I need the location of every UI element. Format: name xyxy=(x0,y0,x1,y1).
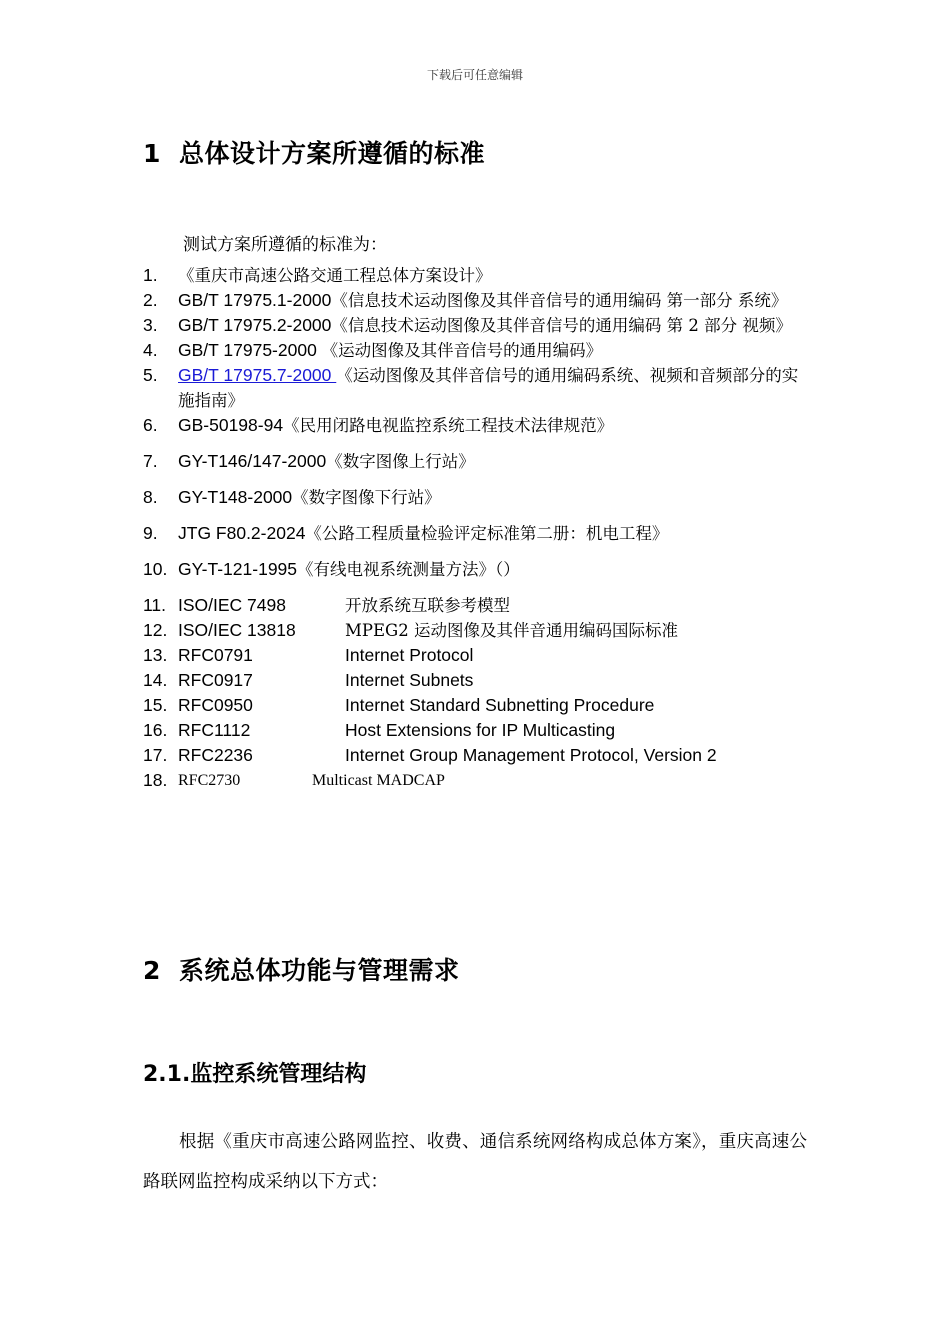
standard-link[interactable]: GB/T 17975.7-2000 xyxy=(178,365,337,385)
list-item: 14. RFC0917 Internet Subnets xyxy=(143,670,474,690)
list-item: 10. GY-T-121-1995《有线电视系统测量方法》（） xyxy=(143,559,520,579)
list-item: 6. GB-50198-94《民用闭路电视监控系统工程技术法律规范》 xyxy=(143,415,614,435)
list-item: 1. 《重庆市高速公路交通工程总体方案设计》 xyxy=(143,265,492,285)
list-item: 12. ISO/IEC 13818 MPEG2 运动图像及其伴音通用编码国际标准 xyxy=(143,620,678,640)
list-item: 5. GB/T 17975.7-2000 《运动图像及其伴音信号的通用编码系统、视频和音频部分的实施指南》 xyxy=(143,365,799,410)
list-item: 8. GY-T148-2000《数字图像下行站》 xyxy=(143,487,441,507)
list-item: 7. GY-T146/147-2000《数字图像上行站》 xyxy=(143,451,475,471)
subsection-number: 2.1. xyxy=(143,1062,191,1087)
section-2-heading xyxy=(143,951,460,987)
section-number: 1 xyxy=(143,139,161,168)
list-item: 11. ISO/IEC 7498 开放系统互联参考模型 xyxy=(143,595,510,615)
page-header-note: 下载后可任意编辑 xyxy=(426,68,523,82)
subsection-title: 监控系统管理结构 xyxy=(190,1062,367,1087)
list-item: 16. RFC1112 Host Extensions for IP Multicasting xyxy=(143,720,616,740)
list-item: 15. RFC0950 Internet Standard Subnetting Procedure xyxy=(143,695,655,715)
intro-text: 测试方案所遵循的标准为： xyxy=(183,235,387,255)
reference-list xyxy=(143,263,803,793)
list-item: 4. GB/T 17975-2000 《运动图像及其伴音信号的通用编码》 xyxy=(143,340,603,360)
list-item: 2. GB/T 17975.1-2000《信息技术运动图像及其伴音信号的通用编码 第一部分 系统》 xyxy=(143,290,788,310)
list-item: 17. RFC2236 Internet Group Management Protocol, Version 2 xyxy=(143,745,717,765)
body-paragraph: 根据《重庆市高速公路网监控、收费、通信系统网络构成总体方案》，重庆高速公路联网监控构成采纳以下方式： xyxy=(143,1132,807,1192)
section-title: 系统总体功能与管理需求 xyxy=(179,956,460,985)
list-item: 3. GB/T 17975.2-2000《信息技术运动图像及其伴音信号的通用编码 第 2 部分 视频》 xyxy=(143,315,792,335)
subsection-2-1-heading xyxy=(143,1057,366,1088)
list-item: 9. JTG F80.2-2024《公路工程质量检验评定标准第二册：机电工程》 xyxy=(143,523,669,543)
list-item: 13. RFC0791 Internet Protocol xyxy=(143,645,474,665)
section-1-heading xyxy=(143,134,485,170)
section-number: 2 xyxy=(143,956,161,985)
section-title: 总体设计方案所遵循的标准 xyxy=(179,139,486,168)
list-item: 18. RFC2730 Multicast MADCAP xyxy=(143,770,445,790)
